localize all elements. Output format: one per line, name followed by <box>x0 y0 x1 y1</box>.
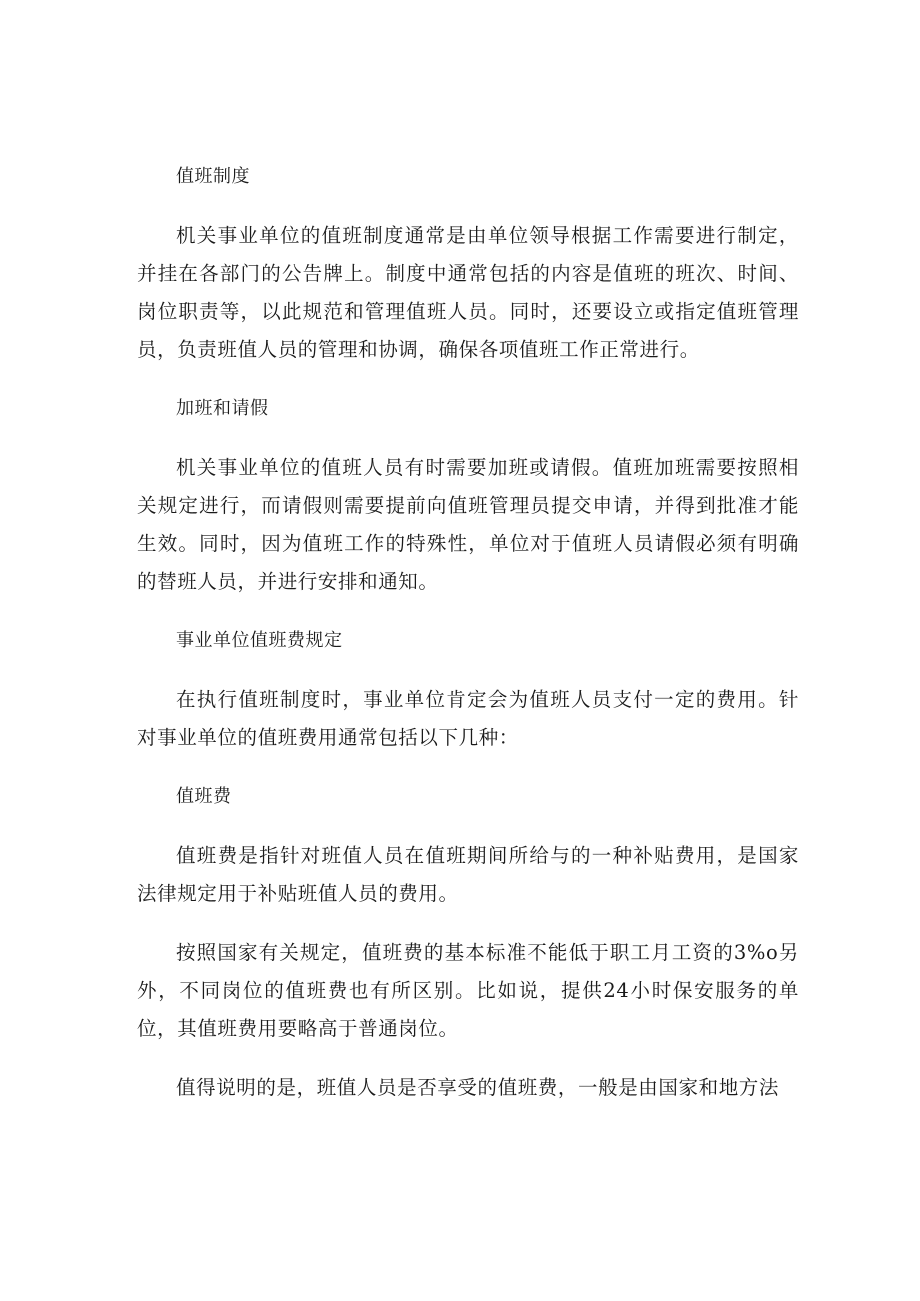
paragraph-duty-system: 机关事业单位的值班制度通常是由单位领导根据工作需要进行制定，并挂在各部门的公告牌上。制度中通常包括的内容是值班的班次、时间、岗位职责等，以此规范和管理值班人员。同时，还要设立或指定值班管理员，负责班值人员的管理和协调，确保各项值班工作正常进行。 <box>137 224 799 361</box>
paragraph-duty-fee-rules: 在执行值班制度时，事业单位肯定会为值班人员支付一定的费用。针对事业单位的值班费用通常包括以下几种： <box>137 688 799 749</box>
section-heading-duty-fee: 值班费 <box>176 786 232 807</box>
document-page <box>137 158 799 1128</box>
section-heading-duty-system: 值班制度 <box>176 166 250 187</box>
paragraph-duty-fee-note: 值得说明的是，班值人员是否享受的值班费，一般是由国家和地方法 <box>176 1076 780 1099</box>
paragraph-duty-fee-definition: 值班费是指针对班值人员在值班期间所给与的一种补贴费用，是国家法律规定用于补贴班值人员的费用。 <box>137 844 799 905</box>
paragraph-duty-fee-standard: 按照国家有关规定，值班费的基本标准不能低于职工月工资的3%o另外，不同岗位的值班费也有所区别。比如说，提供24小时保安服务的单位，其值班费用要略高于普通岗位。 <box>137 941 799 1040</box>
paragraph-overtime-leave: 机关事业单位的值班人员有时需要加班或请假。值班加班需要按照相关规定进行，而请假则需要提前向值班管理员提交申请，并得到批准才能生效。同时，因为值班工作的特殊性，单位对于值班人员请假必须有明确的替班人员，并进行安排和通知。 <box>137 456 799 593</box>
section-heading-overtime-leave: 加班和请假 <box>176 398 269 419</box>
section-heading-duty-fee-rules: 事业单位值班费规定 <box>176 630 343 651</box>
